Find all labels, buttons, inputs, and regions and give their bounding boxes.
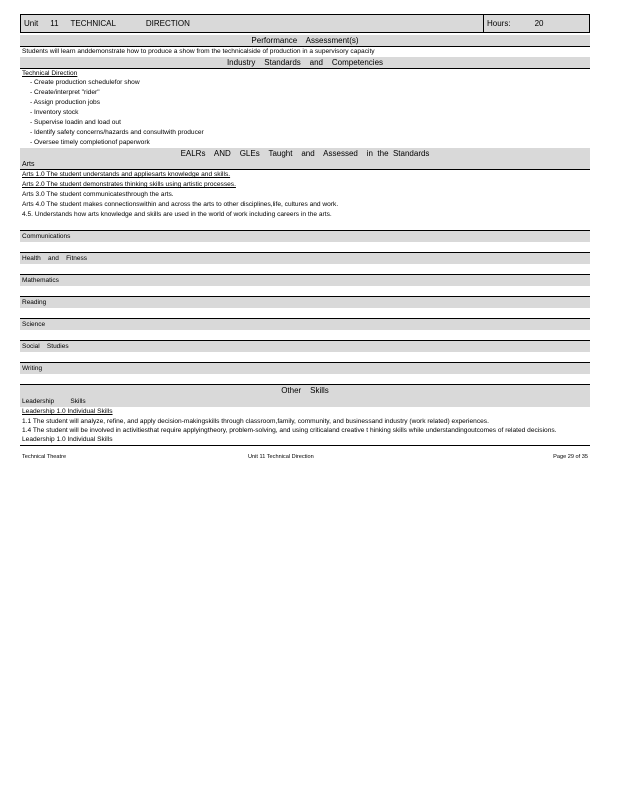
performance-assessment-heading: Performance Assessment(s) [20, 35, 590, 46]
competency-list [20, 78, 590, 148]
unit-cell [21, 15, 483, 32]
document-page [20, 14, 590, 446]
leadership-item: 1.1 The student will analyze, refine, and apply decision-makingskills through classroom,family, community, and businessand industry (work related) experiences. [22, 418, 489, 425]
leadership-title: Leadership 1.0 Individual Skills [22, 408, 113, 415]
science-section-label: Science [20, 318, 590, 330]
arts-standard-4: Arts 4.0 The student makes connectionswithin and across the arts to other disciplines,life, cultures and work. [22, 201, 339, 208]
leadership-title: Leadership 1.0 Individual Skills [20, 435, 590, 446]
hours-value: 20 [534, 19, 544, 28]
technical-direction-title: Technical Direction [22, 70, 78, 77]
unit-title-part-1: TECHNICAL [70, 19, 116, 28]
footer-page-number: Page 29 of 35 [553, 454, 588, 460]
list-item: - Create/interpret "rider" [30, 89, 100, 96]
performance-assessment-text: Students will learn anddemonstrate how to produce a show from the technicalside of production in a supervisory capacity [20, 46, 590, 57]
hours-cell [483, 15, 589, 32]
list-item: - Assign production jobs [30, 99, 101, 106]
mathematics-section-label: Mathematics [20, 274, 590, 286]
leadership-item: 1.4 The student will be involved in activitiesthat require applyingtheory, problem-solving, and using criticaland creative t hinking skills while understandingoutcomes of related decisions. [22, 427, 557, 434]
list-item: - Inventory stock [30, 109, 79, 116]
industry-standards-heading: Industry Standards and Competencies [20, 57, 590, 68]
footer-left: Technical Theatre [22, 454, 67, 460]
ealrs-heading: EALRs AND GLEs Taught and Assessed in the Standards [20, 148, 590, 160]
social-studies-section-label: Social Studies [20, 340, 590, 352]
other-skills-heading: Other Skills [20, 384, 590, 397]
arts-standard-3: Arts 3.0 The student communicatesthrough the arts. [22, 191, 174, 198]
unit-label: Unit [24, 19, 39, 28]
arts-section-label: Arts [20, 160, 590, 169]
arts-standard-1: Arts 1.0 The student understands and appliesarts knowledge and skills. [22, 171, 231, 178]
writing-section-label: Writing [20, 362, 590, 374]
communications-section-label: Communications [20, 230, 590, 242]
list-item: - Identify safety concerns/hazards and consultwith producer [30, 129, 204, 136]
health-fitness-section-label: Health and Fitness [20, 252, 590, 264]
unit-title-part-2: DIRECTION [145, 19, 190, 28]
leadership-skills-label: Leadership Skills [20, 397, 590, 407]
reading-section-label: Reading [20, 296, 590, 308]
footer-center: Unit 11 Technical Direction [248, 454, 314, 460]
arts-standard-4-5: 4.5. Understands how arts knowledge and skills are used in the world of work including careers in the arts. [22, 211, 332, 218]
list-item: - Oversee timely completionof paperwork [30, 139, 150, 146]
list-item: - Supervise loadin and load out [30, 119, 121, 126]
unit-header [20, 14, 590, 33]
hours-label: Hours: [487, 19, 511, 28]
arts-standard-2: Arts 2.0 The student demonstrates thinking skills using artistic processes. [22, 181, 236, 188]
unit-number: 11 [50, 19, 59, 28]
list-item: - Create production schedulefor show [30, 79, 140, 86]
